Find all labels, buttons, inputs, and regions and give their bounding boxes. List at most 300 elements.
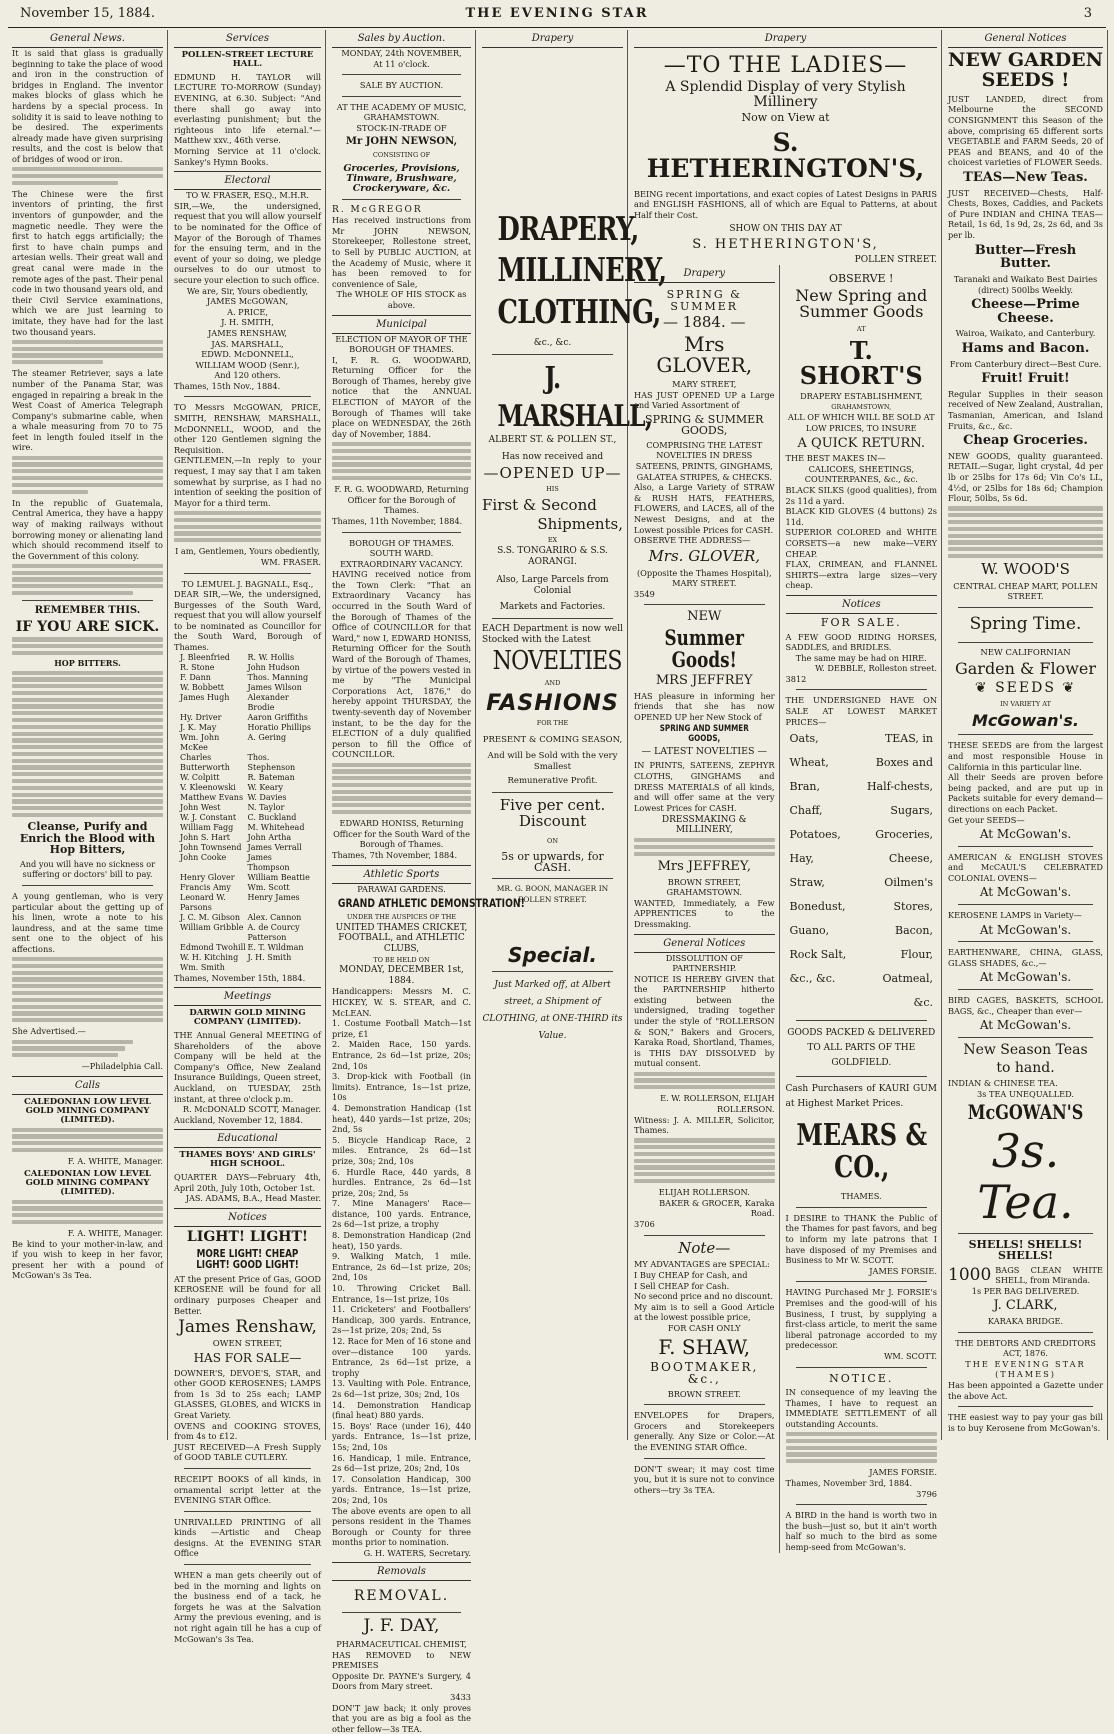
ad-body: ALL OF WHICH WILL BE SOLD AT LOW PRICES, TO INSURE [787,412,935,434]
column-general-notices [944,30,1108,1440]
signatory-name: Edmond Twohill [180,942,246,952]
notice-title: EXTRAORDINARY VACANCY. [340,558,463,569]
text-block [12,1040,163,1058]
event-item: 13. Vaulting with Pole. Entrance, 2s 6d—1st prize, 30s; 2nd, 10s [332,1378,471,1399]
section-heading: Drapery [634,265,775,283]
ad-subheadline: TEAS—New Teas. [963,170,1088,186]
ad-subheadline: A QUICK RETURN. [797,435,925,451]
notice-title: DARWIN GOLD MINING COMPANY (LIMITED). [189,1008,306,1028]
article-retriever: The steamer Retriever, says a late number of the Panama Star, was engaged in repairing a break in the West Coast of America Telegraph Company's submarine cable, when a whale measuring from 70 to 75 feet in length fouled itself in the wire. [12,368,163,453]
ad-body: EARTHENWARE, CHINA, GLASS, GLASS SHADES, &c.,— [948,947,1103,968]
notice-title: ELECTION OF MAYOR OF THE BOROUGH OF THAMES. [335,333,468,355]
signatories: JAMES McGOWAN, A. PRICE, J. H. SMITH, JAMES RENSHAW, JAS. MARSHALL, EDWD. McDONNELL, WILLIAM WOOD (Senr.), And 120 others. [195,296,300,381]
chemist-title: PHARMACEUTICAL CHEMIST, [336,1639,467,1649]
notice-title: SOUTH WARD. [369,548,434,559]
ad-text: ON [546,836,559,845]
ad-body: HAS pleasure in informing her friends that she has now OPENED UP her New Stock of [634,690,775,722]
article-laundress: A young gentleman, who is very particular about the getting up of his linen, wrote a note to his laundress, and at the same time sent one to the object of his affections. [12,890,163,954]
merchant-address: KARAKA BRIDGE. [987,1316,1064,1327]
notice-date: Auckland, November 12, 1884. [174,1114,303,1125]
ad-body: Regular Supplies in their season received of New Zealand, Australian, Tasmanian, American, and Island Fruits, &c., &c. [948,388,1103,431]
signatory-name: James Wilson [247,682,302,692]
notice-date: Thames, 15th Nov., 1884. [174,380,281,391]
notice-signature: W. DEBBLE, Rolleston street. [815,663,937,674]
notice-body: HAVING received notice from the Town Clerk: "That an Extraordinary Vacancy has occurred in the South Ward of the Borough of Thames of the Office of COUNCILLOR for that Ward," now I, EDWARD HONISS, Returning Officer for the South Ward of the Borough of Thames, by virtue of the powers vested in me by "The Municipal Corporations Act, 1876," do hereby appoint THURSDAY, the twenty-seventh day of November instant, to be the day for the ELECTION of a duly qualified person to fill the Office of COUNCILLOR. [332,569,471,760]
merchant-name: Mrs GLOVER, [656,331,753,377]
signatory-name: M. Whitehead [247,822,305,832]
signatory-name: Alex. Cannon [247,912,302,922]
signatory-name: James Verrall [247,842,302,852]
goods-item: &c., &c. [789,972,836,986]
section-heading: General Notices [948,30,1103,48]
ad-body: NEW GOODS, quality guaranteed. RETAIL—Sugar, light crystal, 4d per lb or 25lbs for 17s 6d; Vin Co's LL, 4½d, or 25lbs for 18s 6d; Champion Flour, 50lbs, 5s 6d. [948,450,1103,504]
signatory-name [248,963,316,973]
merchant-name: F. SHAW, [658,1334,751,1359]
notice-body: I am, Gentlemen, Yours obediently, [175,546,320,557]
notice-date: Thames, November 15th, 1884. [174,972,306,983]
merchant-name: MRS JEFFREY [655,673,753,689]
event-item: 3. Drop-kick with Football (in limits). Entrance, 1s—1st prize, 10s [332,1071,471,1103]
signatory-name: Matthew Evans [180,792,244,802]
ad-subheadline: — LATEST NOVELTIES — [641,746,768,758]
notice-title: CALEDONIAN LOW LEVEL GOLD MINING COMPANY (LIMITED). [23,1168,152,1197]
notice-body: I, F. R. G. WOODWARD, Returning Officer for the Borough of Thames, hereby give notice that the ANNUAL ELECTION of MAYOR of the Borough of Thames will take place on WEDNESDAY, the 26th day of November, 1884. [332,354,471,439]
notice-body: Has been appointed a Gazette under the above Act. [948,1380,1103,1401]
notice-signature: E. W. ROLLERSON, ELIJAH ROLLERSON. [660,1093,775,1114]
leaf-ornament-icon: ❦ [1055,680,1077,697]
ad-body: 1s PER BAG DELIVERED. [971,1285,1080,1296]
ad-tag: At McGowan's. [979,922,1072,937]
notice-body: The same may be had on HIRE. [795,652,927,663]
ad-headline: MILLINERY, [497,250,667,290]
goods-item: Oilmen's [884,876,933,890]
ad-tag: At McGowan's. [979,970,1072,985]
event-item: 12. Race for Men of 16 stone and over—distance 100 yards. Entrance, 2s 6d—1st prize, a trophy [332,1336,471,1378]
ad-subheadline: SPRING AND SUMMER GOODS, [659,724,749,744]
signatory-name: Charles Butterworth [180,752,230,772]
ad-body: UNRIVALLED PRINTING of all kinds —Artistic and Cheap designs. At the EVENING STAR Office [174,1516,321,1559]
notice-signature: F. A. WHITE, Manager. [67,1156,163,1167]
notice-signature: JAMES FORSIE. [869,1467,937,1478]
ad-headline: 3s. Tea. [977,1124,1074,1229]
notice-body: Witness: J. A. MILLER, Solicitor, Thames. [634,1114,775,1136]
ad-number: 3812 [785,673,807,684]
notice-title: BOROUGH OF THAMES. [349,537,454,548]
removal-title: REMOVAL. [353,1588,450,1605]
ad-text: MR. G. BOON, MANAGER IN POLLEN STREET. [496,884,609,904]
notice-date: Thames, 11th November, 1884. [332,515,463,526]
ad-text: SHOW ON THIS DAY AT [729,224,842,235]
ad-body: HAS JUST OPENED UP a Large and Varied Assortment of [634,389,775,411]
ad-headline: — 1884. — [663,313,746,332]
signatory-name: Thos. Manning [247,672,309,682]
goods-list [786,727,937,1015]
notice-title: POLLEN-STREET LECTURE HALL. [181,50,314,69]
signatory-name: R. W. Hollis [247,652,295,662]
sports-secretary: G. H. WATERS, Secretary. [363,1547,471,1558]
ad-text: EX [547,536,558,545]
ad-text: S.S. TONGARIRO & S.S. AORANGI. [497,545,608,567]
column-general-news [8,30,168,1440]
text-block [12,1200,163,1225]
ad-headline: —TO THE LADIES— [663,53,908,78]
signatory-name: W. Bobbett [180,682,225,692]
section-heading: Notices [786,595,937,614]
ad-text: NEW CALIFORNIAN [980,647,1071,658]
signatory-name: N. Taylor [247,802,285,812]
merchant-name: Mrs. GLOVER, [648,546,761,565]
notice-signature: JAS. ADAMS, B.A., Head Master. [185,1193,321,1204]
event-item: 6. Hurdle Race, 440 yards, 8 hurdles. Entrance, 2s 6d—1st prize, 20s; 2nd, 5s [332,1166,471,1198]
event-list [332,1018,471,1505]
ad-text: FOR THE [536,719,569,728]
ad-body: FLAX, CRIMEAN, and FLANNEL SHIRTS—extra large sizes—very cheap. [785,559,937,591]
sports-body: The above events are open to all persons resident in the Thames Borough or County for three months prior to nomination. [332,1505,471,1548]
notice-body: IN consequence of my leaving the Thames, I have to request an IMMEDIATE SETTLEMENT of all outstanding Accounts. [785,1387,937,1429]
ad-headline: New Spring and Summer Goods [795,285,928,322]
ad-body: OBSERVE THE ADDRESS— [634,535,751,546]
notice-body: THE Annual General MEETING of Shareholders of the above Company will be held at the Company's Office, New Zealand Insurance Buildings, Queen street, Auckland, on TUESDAY, 25th instant, at three o'clock p.m. [174,1030,321,1104]
goods-item: Guano, [789,924,830,938]
ad-body: ENVELOPES for Drapers, Grocers and Storekeepers generally. Any Size or Color.—At the EVENING STAR Office. [634,1410,775,1453]
notice-body: SIR,—We, the undersigned, request that you will allow yourself to be nominated for the Office of Mayor of the Borough of Thames for the ensuing term, and in the event of your so doing, we pledge ourselves to do our utmost to secure your election to such office. [174,200,321,285]
auction-body: The WHOLE OF HIS STOCK as above. [336,289,467,310]
ad-headline: NEW GARDEN SEEDS ! [948,49,1103,91]
notice-body: We are, Sir, Yours obediently, [186,285,309,296]
ad-tag: At McGowan's. [979,827,1072,842]
merchant-address: CENTRAL CHEAP MART, POLLEN STREET. [953,580,1098,602]
notice-body: A FEW GOOD RIDING HORSES, SADDLES, and BRIDLES. [785,631,937,653]
ad-headline: SHELLS! SHELLS! SHELLS! [968,1237,1083,1263]
notice-signature: F. A. WHITE, Manager. [67,1228,163,1239]
ad-body: DOWNER'S, DEVOE'S, STAR, and other GOOD KEROSENES; LAMPS from 1s 3d to 25s each; LAMP GLASSES, GLOBES, and WICKS in Great Variety. [174,1367,321,1420]
ad-tagline: And you will have no sickness or suffering or doctors' bill to pay. [19,858,156,880]
sports-sub: UNDER THE AUSPICES OF THE [346,913,457,922]
auction-goods: Groceries, Provisions, Tinware, Brushware, Crockeryware, &c. [343,162,460,194]
event-item: 4. Demonstration Handicap (1st heat), 440 yards—1st prize, 20s; 2nd, 5s [332,1102,471,1135]
ad-subheadline: Hams and Bacon. [961,340,1090,356]
ad-body: All their Seeds are proven before being packed, and are put up in Packets suitable for every demand—directions on each Packet. [948,772,1103,814]
signatory-name: John Townsend [180,842,242,852]
ad-body: INDIAN & CHINESE TEA. [948,1078,1058,1089]
article-guatemala: In the republic of Guatemala, Central America, they have a happy way of making railways without borrowing money or alienating land which should recommend itself to the Government of this colony. [12,497,163,561]
signatory-name: William Gribble [180,922,244,932]
signatory-name: Hy. Driver [180,712,222,722]
ad-quantity: 1000 [948,1265,992,1286]
ad-headline: NOVELTIES [492,646,622,677]
signatory-name: William Fagg [180,822,234,832]
signatory-name: R. Bateman [247,772,295,782]
poem-source: —Philadelphia Call. [81,1061,163,1072]
goods-item: Wheat, [789,756,829,770]
ad-body: I Buy CHEAP for Cash, and [634,1269,748,1280]
ad-heading: REMEMBER THIS. [34,605,141,617]
text-block [332,763,471,815]
ad-text: Remunerative Profit. [507,776,598,787]
column-auctions [328,30,525,1734]
masthead [8,4,1106,28]
merchant-name: W. WOOD'S [981,560,1070,579]
text-block [12,564,163,595]
ad-text: Also, Large Parcels from Colonial [496,575,609,596]
notice-signature: R. McDONALD SCOTT, Manager. [182,1104,321,1115]
event-item: 14. Demonstration Handicap (final heat) 880 yards. [332,1399,471,1421]
event-item: 5. Bicycle Handicap Race, 2 miles. Entrance, 2s 6d—1st prize, 30s; 2nd, 10s [332,1134,471,1166]
notice-title: TO Messrs McGOWAN, PRICE, SMITH, RENSHAW, MARSHALL, McDONNELL, WOOD, and the other 120 Gentlemen signing the Requisition. [174,402,321,455]
auction-body: CONSISTING OF [372,151,431,160]
ad-number: 3549 [634,588,655,599]
notice-signature: F. R. G. WOODWARD, Returning Officer for the Borough of Thames. [334,484,469,516]
section-heading: Sales by Auction. [332,30,471,48]
ad-body: Wairoa, Waikato, and Canterbury. [955,328,1096,339]
article-glass-bridges: It is said that glass is gradually beginning to take the place of wood and iron in the construction of bridges in England. The inventor makes blocks of glass which he hardens by a special process. In solidity it is said to leave nothing to be desired. The experiments already made have given surprising results, and the cost is below that of bridges of wood or iron. [12,48,163,164]
notice-body: DEAR SIR,—We, the undersigned, Burgesses of the South Ward, request that you will allow yourself to be nominated as Councillor for the South Ward, Borough of Thames. [174,589,321,653]
text-block [786,1432,937,1463]
signatory-name: Thos. Stephenson [247,752,296,772]
ad-subheadline: Fruit! Fruit! [981,371,1070,387]
signatory-name: A. Gering [247,732,287,742]
ad-subheadline: Cheese—Prime Cheese. [971,297,1080,326]
event-item: 2. Maiden Race, 150 yards. Entrance, 2s 6d—1st prize, 20s; 2nd, 10s [332,1039,471,1071]
goods-item: Sugars, [890,804,933,818]
auction-body: Has received instructions from Mr JOHN NEWSON, Storekeeper, Rollestone street, to Sell by PUBLIC AUCTION, at the Academy of Music, where it has been removed to for convenience of Sale, [332,215,471,289]
ad-headline: CLOTHING, [497,291,661,331]
notice-title: TO LEMUEL J. BAGNALL, Esq., [181,578,314,589]
notice-title: FOR SALE. [820,615,902,629]
event-item: 9. Walking Match, 1 mile. Entrance, 2s 6d—1st prize, 20s; 2nd, 10s [332,1251,471,1283]
merchant-name: McGOWAN'S [967,1100,1084,1125]
goods-item: Hay, [789,852,814,866]
ad-kicker: OBSERVE ! [829,272,894,286]
text-block [948,506,1103,558]
notice-body: NOTICE IS HEREBY GIVEN that the PARTNERSHIP hitherto existing between the undersigned, trading together under the style of "ROLLERSON & SON," Bakers and Grocers, Karaka Road, Shortland, Thames, is THIS DAY DISSOLVED by mutual consent. [634,973,775,1069]
filler-quip: Be kind to your mother-in-law, and if you wish to keep in her favor, present her with a pound of McGowan's 3s Tea. [12,1238,163,1281]
filler-quip: DON'T swear; it may cost time you, but it is sure not to convince others—try 3s TEA. [634,1463,775,1495]
ad-headline: Summer Goods! [664,624,744,672]
signatory-name: W. J. Constant [180,812,237,822]
signatory-name: W. Davies [247,792,287,802]
ad-body: Also, a Large Variety of STRAW & RUSH HATS, FEATHERS, FLOWERS, and LACES, all of the Newest Designs, and at the Lowest possible Prices for CASH. [634,482,775,535]
ad-text: HIS [546,485,559,494]
merchant-name: S. HETHERINGTON'S, [692,236,879,252]
notice-date: Thames, November 3rd, 1884. [785,1478,913,1488]
ad-subheadline: SPRING & SUMMER GOODS, [645,412,764,438]
ad-subheadline: MORE LIGHT! CHEAP LIGHT! GOOD LIGHT! [196,1246,299,1272]
issue-date: November 15, 1884. [20,6,155,21]
ad-text: AND [544,679,561,688]
section-heading: Removals [332,1562,471,1581]
signatory-name: W. Colpitt [180,772,220,782]
text-block [12,637,163,655]
section-heading: Calls [12,1076,163,1095]
ad-subheadline: Five per cent. Discount [499,796,606,830]
signatory-name: J. C. M. Gibson [180,912,241,922]
ad-headline: Special. [508,942,597,967]
notice-body: I DESIRE to THANK the Public of the Thames for past favors, and beg to inform my late patrons that I have disposed of my Premises and Business to Mr W. SCOTT. [785,1212,937,1266]
notice-signature: ELIJAH ROLLERSON. [658,1187,750,1198]
notice-title: THE EVENING STAR (THAMES) [965,1358,1086,1380]
signatory-name: Leonard W. Parsons [180,892,226,912]
notice-signature: WM. FRASER. [260,556,321,567]
event-item: 7. Mine Managers' Race—distance, 100 yards. Entrance, 2s 6d—1st prize, a trophy [332,1198,471,1230]
sports-clubs: UNITED THAMES CRICKET, FOOTBALL, and ATHLETIC CLUBS, [335,922,468,955]
merchant-address: THAMES. [840,1191,882,1202]
signatory-name: James Hugh [180,692,230,702]
merchant-name: MEARS & CO., [795,1118,927,1185]
signatory-name: William Beattie [247,872,310,882]
filler-quip: DON'T jaw back; it only proves that you are as big a fool as the other fellow—3s TEA. [332,1702,471,1734]
ad-headline: Garden & Flower [954,659,1097,679]
merchant-name: J. MARSHALL, [497,361,653,434]
auction-date: MONDAY, 24th NOVEMBER, [341,48,462,58]
ad-body: No second price and no discount. [634,1291,773,1302]
text-block [332,442,471,480]
auction-body: STOCK-IN-TRADE OF [356,122,447,133]
ad-text: Just Marked off, at Albert street, a Shipment of CLOTHING, at ONE-THIRD its Value. [482,979,623,1041]
ad-slogan: Cleanse, Purify and Enrich the Blood with Hop Bitters, [19,820,156,857]
ad-number: 3796 [916,1488,937,1499]
signatory-name: John Artha [247,832,292,842]
notice-signature: JAMES FORSIE. [869,1265,937,1276]
ad-text: PRESENT & COMING SEASON, [482,734,623,745]
event-item: 15. Boys' Race (under 16), 440 yards. Entrance, 1s—1st prize, 15s; 2nd, 10s [332,1420,471,1452]
ad-body: KEROSENE LAMPS in Variety— [948,910,1082,921]
merchant-address: BROWN STREET. [667,1388,741,1399]
goods-item: Stores, [893,900,933,914]
signatory-name: C. Buckland [247,812,297,822]
merchant-trade: BOOTMAKER, &c., [650,1359,759,1387]
ad-text: 5s or upwards, for CASH. [501,850,604,874]
goods-item: Bran, [789,780,820,794]
notice-title: TO W. FRASER, ESQ., M.H.R. [186,190,309,201]
notice-title: THE DEBTORS AND CREDITORS ACT, 1876. [955,1337,1096,1359]
ad-tag: At McGowan's. [979,1018,1072,1033]
filler-quip: THE easiest way to pay your gas bill is to buy Kerosene from McGowan's. [948,1412,1103,1433]
article-chinese: The Chinese were the first inventors of printing, the first inventors of gunpowder, and the magnetic needle. They were the first to hatch eggs artificially; the first to have chain pumps and artesian wells. Their great wall and great canal were made in the remote ages of the past. Their penal code in two thousand years old, and their Civil Service examinations, which we are just learning to imitate, they have had for the last two thousand years. [12,188,163,337]
ad-product: HOP BITTERS. [54,658,121,669]
signatories-grid [174,653,321,973]
ad-subheadline: —OPENED UP— [483,463,622,482]
ad-headline: Note— [678,1238,731,1257]
section-heading: Notices [174,1208,321,1227]
ad-body: My aim is to sell a Good Article at the lowest possible price, [634,1301,775,1323]
ad-body: Taranaki and Waikato Best Dairies (direct) 500lbs Weekly. [953,273,1098,295]
ad-subheadline: DRESSMAKING & MILLINERY, [661,815,747,835]
merchant-address: (Opposite the Thames Hospital), MARY STREET. [636,567,772,589]
merchant-trade: DRAPERY ESTABLISHMENT, [800,391,923,402]
ad-body: IN PRINTS, SATEENS, ZEPHYR CLOTHS, GINGHAMS and DRESS MATERIALS of all kinds, and will offer same at the very Lowest Prices for CASH. [634,760,775,813]
text-block [634,1072,775,1090]
text-block [12,1128,163,1153]
goods-item: Rock Salt, [789,948,847,962]
merchant-name: S. HETHERINGTON'S, [646,128,925,184]
ad-text: And will be Sold with the very Smallest [487,751,618,772]
ad-subheadline: Butter—Fresh Butter. [974,242,1077,272]
ad-body: BAGS CLEAN WHITE SHELL, from Miranda. [995,1264,1103,1286]
merchant-name: J. CLARK, [993,1298,1058,1314]
section-heading: Athletic Sports [332,865,471,884]
text-block [12,957,163,1022]
ad-headline: NEW [687,609,722,625]
ad-headline: FASHIONS [486,691,619,717]
notice-signature: EDWARD HONISS, Returning Officer for the South Ward of the Borough of Thames. [333,818,470,850]
ad-headline: to hand. [996,1059,1055,1076]
ad-subheadline: First & Second [482,495,597,514]
ad-body: OVENS and COOKING STOVES, from 4s to £12. [174,1420,321,1442]
goods-item: Bacon, [894,924,933,938]
ad-subheadline: Shipments, [537,514,623,533]
ad-headline: ❦ SEEDS ❦ [974,680,1077,697]
section-heading: Electoral [174,171,321,190]
ad-body: Get your SEEDS— [948,814,1025,825]
poem-title: She Advertised.— [12,1026,86,1037]
section-heading: Drapery [634,30,937,48]
ad-body: BEING recent importations, and exact copies of Latest Designs in PARIS and ENGLISH FASHIONS, all of which are Equal to Patterns, at about Half their Cost. [634,188,937,220]
auction-venue: AT THE ACADEMY OF MUSIC, GRAHAMSTOWN. [336,101,467,123]
notice-title: NOTICE. [829,1371,894,1385]
ad-text: Now on View at [741,111,830,125]
signatory-name: J. H. Smith [247,952,292,962]
auctioneer-name: R. McGREGOR [332,204,423,215]
text-block [12,167,163,185]
ad-body: JUST LANDED, direct from Melbourne the SECOND CONSIGNMENT this Season of the above, comprising 65 different sorts VEGETABLE and FARM Seeds, 20 of PEAS and BEANS, and 40 of the choicest varieties of FLOWER Seeds. [948,93,1103,168]
column-drapery-ladies [630,30,942,1552]
goods-item: TEAS, in [884,732,933,746]
ad-body: GOODS PACKED & DELIVERED TO ALL PARTS OF THE GOLDFIELD. [787,1028,936,1069]
goods-item: Bonedust, [789,900,846,914]
goods-item: Half-chests, [866,780,933,794]
section-heading: Drapery [482,30,623,48]
section-heading: Meetings [174,987,321,1006]
signatory-name: V. Kleenowski [180,782,236,792]
ad-body: JUST RECEIVED—Chests, Half-Chests, Boxes, Caddies, and Packets of Pure INDIAN and CHINA TEAS—Retail, 1s 6d, 1s 9d, 2s, 2s 6d, and 3s per lb. [948,187,1103,241]
goods-item: Straw, [789,876,825,890]
ad-body: JUST RECEIVED—A Fresh Supply of GOOD TABLE CUTLERY. [174,1441,321,1463]
page-number: 3 [1083,6,1092,21]
merchant-name: T. SHORT'S [799,335,923,391]
ad-body: THESE SEEDS are from the largest and most responsible House in California in this particular line. [948,740,1103,772]
signatory-name: Wm. Scott [247,882,290,892]
section-heading: General News. [12,30,163,48]
notice-title: CALEDONIAN LOW LEVEL GOLD MINING COMPANY (LIMITED). [23,1096,152,1125]
ad-text: EACH Department is now well Stocked with the Latest [482,623,623,645]
signatory-name: John West [180,802,221,812]
ad-tag: At McGowan's. [979,885,1072,900]
merchant-address: POLLEN STREET. [854,254,937,265]
goods-item: Potatoes, [789,828,841,842]
ad-text: Has now received and [501,451,604,462]
goods-item: Chaff, [789,804,823,818]
sports-venue: PARAWAI GARDENS. [357,883,446,894]
signatory-name: J. K. May [180,722,217,732]
ad-body: CALICOES, SHEETINGS, COUNTERPANES, &c., &c. [804,463,918,485]
text-block [174,511,321,542]
ad-text: IN VARIETY AT [1000,699,1051,708]
signatory-name: A. de Courcy Patterson [247,922,300,942]
notice-body: GENTLEMEN,—In reply to your request, I may say that I am taken somewhat by surprise, as I had no intention of seeking the position of Mayor for a third term. [174,455,321,508]
removal-body: Opposite Dr. PAYNE's Surgery, 4 Doors from Mary street. [332,1670,471,1692]
event-item: 11. Cricketers' and Footballers' Handicap, 300 yards. Entrance, 2s—1st prize, 20s; 2nd, 5s [332,1304,471,1336]
text-block [634,838,775,856]
ad-headline: LIGHT! LIGHT! [186,1229,309,1246]
notice-body: Morning Service at 11 o'clock. Sankey's Hymn Books. [174,146,321,167]
goods-item: Cheese, [888,852,933,866]
signatory-name: Henry Glover [180,872,235,882]
ad-subheadline: HAS FOR SALE— [193,1350,302,1365]
event-item: 8. Demonstration Handicap (2nd heat), 150 yards. [332,1230,471,1251]
ad-text: AT [856,325,866,334]
ad-body: BLACK SILKS (good qualities), from 2s 11d a yard. [785,485,937,506]
